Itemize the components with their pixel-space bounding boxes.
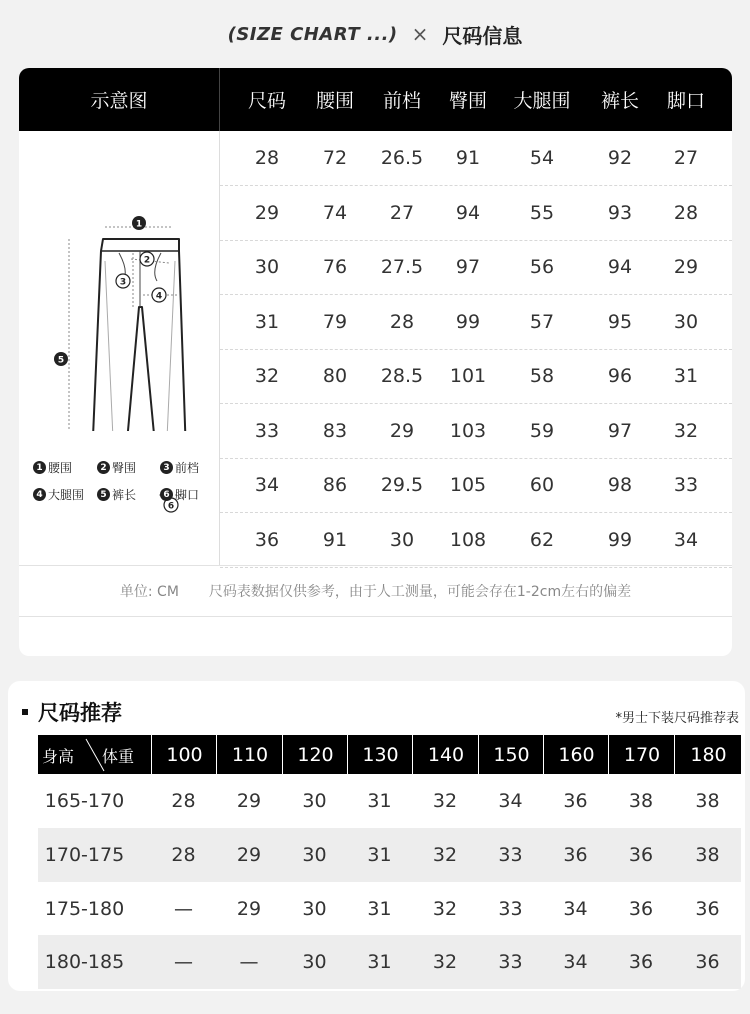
weight-col-header: 100 — [151, 735, 217, 774]
weight-col-header: 150 — [478, 735, 544, 774]
size-chart-cell: 27 — [673, 147, 699, 169]
size-chart-cell: 105 — [449, 474, 487, 496]
size-chart-row — [220, 458, 732, 513]
marker-2-label: 2 — [143, 255, 151, 266]
size-chart-cell: 30 — [389, 528, 415, 551]
recommended-size-cell: 32 — [432, 898, 458, 920]
size-chart-cell: 34 — [254, 474, 280, 496]
size-chart-cell: 74 — [322, 201, 348, 224]
recommended-size-cell: 36 — [628, 951, 654, 973]
recommended-size-cell: 38 — [695, 844, 720, 866]
size-chart-row — [220, 513, 732, 568]
size-chart-cell: 58 — [529, 365, 555, 387]
weight-col-header: 170 — [608, 735, 675, 774]
size-chart-cell: 27.5 — [380, 256, 424, 278]
size-chart-cell: 83 — [322, 419, 348, 442]
size-chart-cell: 60 — [529, 474, 555, 496]
size-chart-card — [19, 68, 732, 656]
size-chart-col-header: 裤长 — [600, 90, 639, 112]
recommended-size-cell: 38 — [628, 790, 654, 812]
recommendation-row — [38, 882, 741, 936]
recommended-size-cell: 36 — [563, 844, 588, 866]
marker-6-label: 6 — [167, 501, 175, 512]
size-chart-cell: 108 — [449, 528, 487, 551]
recommended-size-cell: 30 — [302, 898, 327, 920]
size-chart-cell: 95 — [607, 310, 633, 333]
legend-6-badge: 6 — [160, 488, 173, 501]
recommended-size-cell: 28 — [171, 790, 196, 812]
recommended-size-cell: 36 — [695, 951, 720, 973]
size-chart-col-header: 脚口 — [666, 90, 705, 112]
size-chart-cell: 29 — [254, 201, 280, 224]
unit-label: 单位: CM — [119, 584, 179, 600]
weight-col-header: 110 — [216, 735, 283, 774]
recommended-size-cell: — — [174, 951, 193, 973]
recommended-size-cell: 31 — [367, 951, 392, 973]
bullet-square-icon — [22, 709, 28, 715]
recommended-size-cell: 29 — [236, 898, 262, 920]
recommended-size-cell: 34 — [498, 790, 523, 812]
weight-col-header: 130 — [347, 735, 413, 774]
size-chart-cell: 30 — [673, 310, 699, 333]
size-chart-cell: 94 — [607, 256, 633, 278]
weight-col-header: 120 — [282, 735, 348, 774]
recommendation-title — [22, 697, 122, 727]
size-chart-cell: 99 — [455, 310, 481, 333]
recommended-size-cell: 36 — [563, 790, 588, 812]
size-chart-col-header: 腰围 — [315, 90, 354, 112]
marker-1-label: 1 — [135, 219, 143, 230]
legend-6-label: 脚口 — [175, 488, 200, 502]
legend-2-label: 臀围 — [112, 461, 137, 475]
size-chart-cell: 28.5 — [380, 365, 424, 387]
legend-length — [97, 486, 136, 503]
marker-3-label: 3 — [119, 277, 127, 288]
size-chart-header — [19, 68, 732, 131]
size-chart-row — [220, 349, 732, 404]
size-chart-cell: 27 — [389, 201, 415, 224]
recommended-size-cell: 32 — [432, 844, 458, 866]
recommendation-row — [38, 935, 741, 989]
legend-hip — [97, 459, 136, 476]
marker-5-label: 5 — [57, 355, 65, 366]
recommendation-row — [38, 774, 741, 828]
corner-header — [38, 735, 151, 774]
legend-thigh — [33, 486, 84, 503]
size-chart-cell: 96 — [607, 365, 633, 387]
legend-4-label: 大腿围 — [48, 488, 85, 502]
size-chart-cell: 94 — [455, 201, 481, 224]
diagram-panel — [19, 131, 220, 565]
size-chart-cell: 79 — [322, 310, 348, 333]
size-chart-cell: 54 — [529, 147, 555, 169]
height-range-cell: 165-170 — [44, 790, 125, 812]
size-chart-cell: 31 — [254, 310, 280, 333]
size-chart-cell: 34 — [673, 528, 699, 551]
size-chart-cell: 31 — [673, 365, 699, 387]
marker-4-label: 4 — [155, 291, 163, 302]
size-chart-cell: 36 — [254, 528, 280, 551]
disclaimer-text: 尺码表数据仅供参考，由于人工测量，可能会存在1-2cm左右的偏差 — [208, 584, 632, 600]
weight-col-header: 180 — [674, 735, 742, 774]
recommended-size-cell: 33 — [498, 844, 523, 866]
legend-rise — [160, 459, 199, 476]
size-chart-cell: 76 — [322, 256, 348, 278]
legend-hem — [160, 486, 199, 503]
size-chart-cell: 91 — [322, 528, 348, 551]
legend-1-badge: 1 — [33, 461, 46, 474]
size-chart-row — [220, 186, 732, 241]
diagram-header: 示意图 — [19, 68, 220, 131]
size-chart-cell: 80 — [322, 365, 348, 387]
size-chart-row — [220, 404, 732, 459]
recommended-size-cell: 31 — [367, 844, 392, 866]
legend-5-badge: 5 — [97, 488, 110, 501]
recommended-size-cell: 32 — [432, 790, 458, 812]
size-chart-cell: 28 — [673, 201, 699, 224]
recommendation-subtitle: *男士下装尺码推荐表 — [615, 711, 739, 726]
size-recommendation-card — [8, 681, 745, 991]
size-chart-cell: 28 — [254, 147, 280, 169]
recommended-size-cell: 31 — [367, 790, 392, 812]
size-chart-cell: 97 — [607, 419, 633, 442]
weight-col-header: 140 — [412, 735, 479, 774]
size-chart-cell: 56 — [529, 256, 555, 278]
legend-1-label: 腰围 — [48, 461, 73, 475]
recommended-size-cell: 36 — [628, 898, 654, 920]
legend-waist — [33, 459, 72, 476]
pants-diagram — [19, 131, 219, 431]
height-range-cell: 170-175 — [44, 844, 125, 866]
size-chart-row — [220, 295, 732, 350]
size-chart-cell: 30 — [254, 256, 280, 278]
size-chart-row — [220, 131, 732, 186]
recommended-size-cell: 33 — [498, 951, 523, 973]
legend-3-badge: 3 — [160, 461, 173, 474]
recommended-size-cell: 30 — [302, 790, 327, 812]
recommended-size-cell: 32 — [432, 951, 458, 973]
recommended-size-cell: 34 — [563, 898, 588, 920]
size-chart-cell: 57 — [529, 310, 555, 333]
recommended-size-cell: 33 — [498, 898, 523, 920]
size-chart-cell: 93 — [607, 201, 633, 224]
size-chart-col-header: 大腿围 — [513, 90, 571, 112]
size-chart-cell: 32 — [673, 419, 699, 442]
size-chart-col-header: 前档 — [382, 90, 421, 112]
height-range-cell: 180-185 — [44, 951, 125, 973]
size-chart-cell: 59 — [529, 419, 555, 442]
recommended-size-cell: 28 — [171, 844, 196, 866]
size-chart-cell: 86 — [322, 474, 348, 496]
recommendation-title-text: 尺码推荐 — [38, 701, 122, 725]
size-chart-col-header: 臀围 — [448, 90, 487, 112]
size-chart-cell: 62 — [529, 528, 555, 551]
legend-2-badge: 2 — [97, 461, 110, 474]
recommended-size-cell: 34 — [563, 951, 588, 973]
header-chinese-title: 尺码信息 — [442, 23, 523, 48]
measurement-note — [19, 565, 732, 617]
height-range-cell: 175-180 — [44, 898, 125, 920]
size-chart-cell: 29.5 — [380, 474, 424, 496]
size-chart-cell: 33 — [254, 419, 280, 442]
header-english-title: (SIZE CHART ...) — [227, 23, 398, 45]
size-chart-cell: 99 — [607, 528, 633, 551]
recommendation-row — [38, 828, 741, 882]
recommended-size-cell: — — [174, 898, 193, 920]
recommended-size-cell: 29 — [236, 844, 262, 866]
legend-3-label: 前档 — [175, 461, 200, 475]
recommended-size-cell: 38 — [695, 790, 720, 812]
legend-4-badge: 4 — [33, 488, 46, 501]
recommendation-header — [38, 735, 741, 774]
size-chart-cell: 91 — [455, 147, 481, 169]
recommended-size-cell: 30 — [302, 844, 327, 866]
size-chart-cell: 28 — [389, 310, 415, 333]
recommended-size-cell: 36 — [628, 844, 654, 866]
corner-height-label: 身高 — [42, 747, 75, 766]
size-chart-row — [220, 240, 732, 295]
legend-5-label: 裤长 — [112, 488, 137, 502]
size-chart-col-header: 尺码 — [247, 90, 286, 112]
recommended-size-cell: 30 — [302, 951, 327, 973]
size-chart-cell: 101 — [449, 365, 487, 387]
header-separator: × — [411, 22, 429, 46]
recommended-size-cell: — — [239, 951, 259, 973]
weight-col-header: 160 — [543, 735, 609, 774]
corner-weight-label: 体重 — [102, 747, 135, 766]
size-chart-cell: 26.5 — [380, 147, 424, 169]
recommended-size-cell: 29 — [236, 790, 262, 812]
size-chart-cell: 72 — [322, 147, 348, 169]
page-header — [0, 18, 750, 50]
size-chart-cell: 103 — [449, 419, 487, 442]
size-chart-cell: 33 — [673, 474, 699, 496]
size-chart-cell: 29 — [389, 419, 415, 442]
size-chart-cell: 97 — [455, 256, 481, 278]
recommended-size-cell: 31 — [367, 898, 392, 920]
size-chart-cell: 98 — [607, 474, 633, 496]
recommended-size-cell: 36 — [695, 898, 720, 920]
size-chart-cell: 55 — [529, 201, 555, 224]
size-chart-cell: 92 — [607, 147, 633, 169]
size-chart-cell: 32 — [254, 365, 280, 387]
size-chart-cell: 29 — [673, 256, 699, 278]
